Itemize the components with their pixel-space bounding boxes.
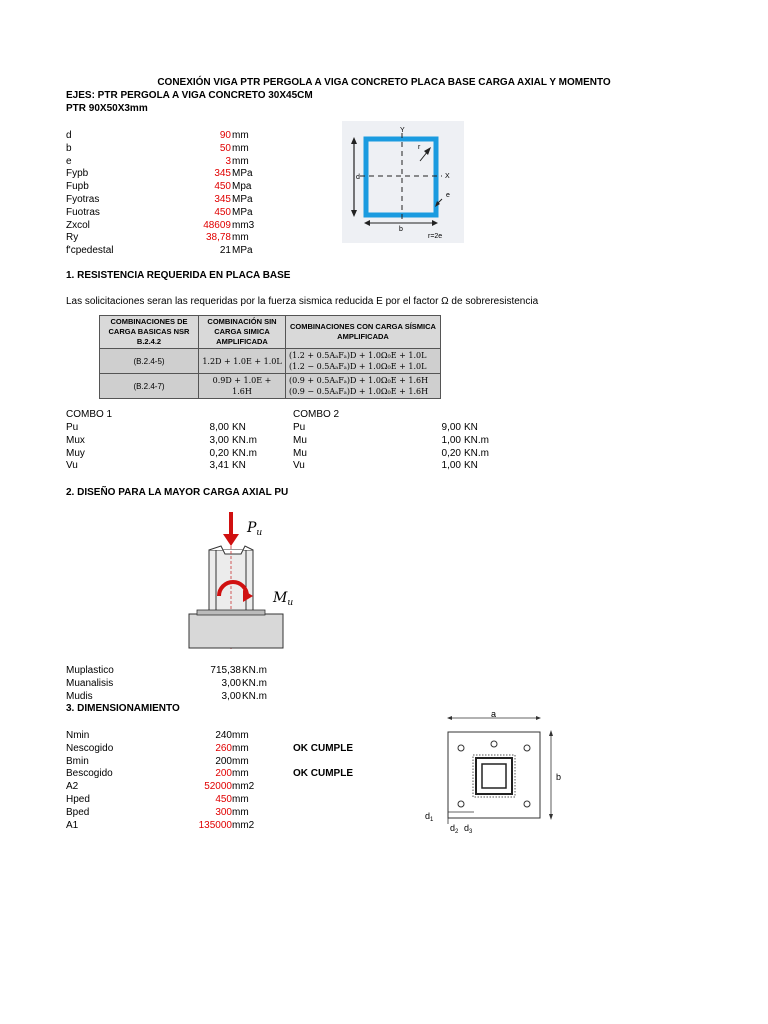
item-label: Mu (293, 434, 307, 446)
item-value: 450 (214, 181, 231, 193)
table-header-amplified: COMBINACIONES CON CARGA SÍSMICA AMPLIFICADA (286, 316, 441, 349)
item-value: 3 (225, 155, 231, 167)
item-value: 200 (215, 768, 232, 780)
svg-text:d1 (425, 811, 434, 823)
item-value: 135000 (198, 819, 232, 831)
item-unit: mm (232, 806, 249, 818)
item-unit: mm2 (232, 781, 255, 793)
item-value: 345 (214, 168, 231, 180)
item-value: 52000 (204, 781, 232, 793)
status-label: OK CUMPLE (293, 742, 353, 754)
y-axis-label: Y (400, 127, 405, 134)
d-label: d (356, 174, 360, 181)
table-cell-amplified-line: (0.9 + 0.5AₐFₐ)D + 1.0Ω₀E + 1.6H (289, 376, 429, 385)
item-label: Muplastico (66, 665, 114, 676)
item-label: f'cpedestal (66, 245, 114, 257)
table-cell-basic: 1.2D + 1.0E + 1.0L (199, 349, 286, 374)
item-label: d (66, 130, 72, 141)
d1-subscript: 1 (430, 817, 434, 823)
item-unit: Mpa (232, 181, 252, 193)
item-unit: KN.m (464, 434, 489, 446)
item-unit: KN (464, 422, 478, 433)
item-value: 3,00 (221, 690, 241, 702)
item-label: A2 (66, 781, 79, 793)
dimension-row (66, 780, 366, 793)
item-label: Zxcol (66, 219, 90, 231)
item-value: 9,00 (441, 422, 461, 433)
base-plate-figure (420, 708, 570, 838)
item-value: 50 (219, 142, 231, 154)
item-label: Bped (66, 806, 90, 818)
item-value: 300 (215, 806, 232, 818)
d2-subscript: 2 (455, 829, 459, 835)
pu-subscript: u (256, 528, 263, 538)
table-cell-basic: 0.9D + 1.0E + 1.6H (199, 374, 286, 399)
property-row (66, 193, 286, 206)
item-value: 3,00 (221, 677, 241, 689)
d3-subscript: 3 (469, 829, 473, 835)
b-label: b (399, 226, 403, 233)
pu-label: P (247, 520, 257, 536)
e-label: e (446, 192, 450, 199)
item-label: Pu (293, 422, 306, 433)
item-unit: KN.m (242, 677, 267, 689)
item-label: Fypb (66, 168, 89, 180)
combo2-title: COMBO 2 (293, 409, 340, 420)
d2-label: d (450, 823, 456, 833)
r-label: r (418, 144, 421, 151)
table-cell-code: (B.2.4-5) (100, 349, 199, 374)
item-unit: mm (232, 794, 249, 805)
item-label: Muy (66, 447, 85, 459)
item-value: 0,20 (441, 447, 461, 459)
item-value: 345 (214, 194, 231, 205)
item-label: Hped (66, 794, 90, 805)
item-label: b (66, 142, 72, 154)
column-base-figure (175, 510, 295, 660)
item-label: Mudis (66, 690, 93, 702)
item-value: 450 (215, 794, 232, 805)
item-value: 3,41 (209, 460, 229, 472)
status-label: OK CUMPLE (293, 768, 353, 780)
property-row (66, 231, 286, 244)
item-unit: mm (232, 730, 249, 741)
item-label: Mux (66, 434, 85, 446)
dimension-row (66, 767, 366, 780)
item-unit: KN (232, 422, 246, 433)
moment-row (66, 690, 296, 703)
dimension-row (66, 742, 366, 755)
item-unit: MPa (232, 194, 253, 205)
item-value: 48609 (203, 219, 231, 231)
item-label: Bescogido (66, 768, 113, 780)
item-value: 1,00 (441, 460, 461, 472)
combo2-row (293, 421, 493, 434)
table-header-no-seismic: COMBINACIÓN SIN CARGA SIMICA AMPLIFICADA (199, 316, 286, 349)
combo2-row (293, 459, 493, 472)
document-title: CONEXIÓN VIGA PTR PERGOLA A VIGA CONCRETO PLACA BASE CARGA AXIAL Y MOMENTO (157, 77, 611, 88)
r-note-label: r=2e (428, 233, 443, 240)
item-unit: MPa (232, 245, 253, 257)
item-value: 260 (215, 742, 232, 754)
item-unit: KN.m (464, 447, 489, 459)
item-unit: mm (232, 130, 249, 141)
dimension-row (66, 729, 366, 742)
dimension-row (66, 806, 366, 819)
combo1-row (66, 447, 266, 460)
item-label: Vu (293, 460, 305, 472)
table-cell-amplified (286, 374, 441, 399)
combo2-row (293, 434, 493, 447)
profile-label: PTR 90X50X3mm (66, 103, 148, 114)
item-value: 21 (219, 245, 231, 257)
item-unit: KN (232, 460, 246, 472)
item-value: 90 (219, 130, 231, 141)
ptr-section-figure (342, 121, 464, 243)
item-label: Bmin (66, 755, 89, 767)
section2-heading: 2. DISEÑO PARA LA MAYOR CARGA AXIAL PU (66, 487, 289, 498)
item-value: 0,20 (209, 447, 229, 459)
dimension-row (66, 793, 366, 806)
moment-row (66, 677, 296, 690)
item-value: 8,00 (209, 422, 229, 433)
item-label: Mu (293, 447, 307, 459)
plate-a-label: a (491, 709, 497, 719)
x-axis-label: X (445, 173, 450, 180)
item-unit: mm (232, 755, 249, 767)
item-value: 450 (214, 206, 231, 218)
mu-subscript: u (287, 598, 294, 608)
table-cell-amplified-line: (1.2 − 0.5AₐFₐ)D + 1.0Ω₀E + 1.0L (289, 362, 427, 371)
item-unit: KN.m (232, 434, 257, 446)
table-cell-amplified (286, 349, 441, 374)
item-unit: mm (232, 742, 249, 754)
item-value: 715,38 (210, 665, 241, 676)
item-unit: mm (232, 142, 249, 154)
item-label: Fyotras (66, 194, 100, 205)
item-value: 200 (215, 755, 232, 767)
item-label: Nmin (66, 730, 90, 741)
item-label: Pu (66, 422, 79, 433)
property-row (66, 155, 286, 168)
item-unit: KN.m (242, 665, 267, 676)
combo1-row (66, 459, 266, 472)
dimension-row (66, 819, 366, 832)
item-label: Muanalisis (66, 677, 114, 689)
item-unit: KN.m (242, 690, 267, 702)
moment-row (66, 664, 296, 677)
svg-text:d3 (464, 823, 473, 835)
combo1-title: COMBO 1 (66, 409, 113, 420)
item-unit: mm (232, 768, 249, 780)
table-cell-code: (B.2.4-7) (100, 374, 199, 399)
property-row (66, 206, 286, 219)
item-unit: MPa (232, 206, 253, 218)
svg-text:d2 (450, 823, 459, 835)
item-value: 3,00 (209, 434, 229, 446)
d3-label: d (464, 823, 470, 833)
combo1-row (66, 434, 266, 447)
combinations-table (99, 315, 441, 399)
d1-label: d (425, 811, 431, 821)
item-label: e (66, 155, 72, 167)
item-value: 38,78 (205, 232, 231, 244)
item-unit: mm (232, 232, 249, 244)
item-label: Fupb (66, 181, 89, 193)
item-label: Vu (66, 460, 78, 472)
table-cell-amplified-line: (0.9 − 0.5AₐFₐ)D + 1.0Ω₀E + 1.6H (289, 387, 429, 396)
section1-heading: 1. RESISTENCIA REQUERIDA EN PLACA BASE (66, 270, 291, 281)
item-unit: mm (232, 155, 249, 167)
section3-heading: 3. DIMENSIONAMIENTO (66, 703, 180, 714)
property-row (66, 129, 286, 142)
item-label: Ry (66, 232, 79, 244)
item-value: 1,00 (441, 434, 461, 446)
section1-text: Las solicitaciones seran las requeridas por la fuerza sismica reducida E por el factor Ω de sobreresistencia (66, 296, 539, 307)
combo1-row (66, 421, 266, 434)
combo2-row (293, 447, 493, 460)
property-row (66, 244, 286, 257)
item-label: Fuotras (66, 206, 100, 218)
item-unit: mm2 (232, 819, 255, 831)
item-label: A1 (66, 819, 79, 831)
item-unit: KN.m (232, 447, 257, 459)
document-subtitle: EJES: PTR PERGOLA A VIGA CONCRETO 30X45CM (66, 90, 313, 101)
property-row (66, 180, 286, 193)
plate-b-label: b (556, 772, 562, 782)
item-label: Nescogido (66, 742, 114, 754)
mu-label: M (273, 590, 288, 606)
dimension-row (66, 755, 366, 768)
property-row (66, 142, 286, 155)
property-row (66, 219, 286, 232)
item-unit: MPa (232, 168, 253, 180)
item-value: 240 (215, 730, 232, 741)
item-unit: KN (464, 460, 478, 472)
table-header-basic: COMBINACIONES DE CARGA BASICAS NSR B.2.4.2 (100, 316, 199, 349)
table-cell-amplified-line: (1.2 + 0.5AₐFₐ)D + 1.0Ω₀E + 1.0L (289, 351, 427, 360)
property-row (66, 167, 286, 180)
item-unit: mm3 (232, 219, 255, 231)
